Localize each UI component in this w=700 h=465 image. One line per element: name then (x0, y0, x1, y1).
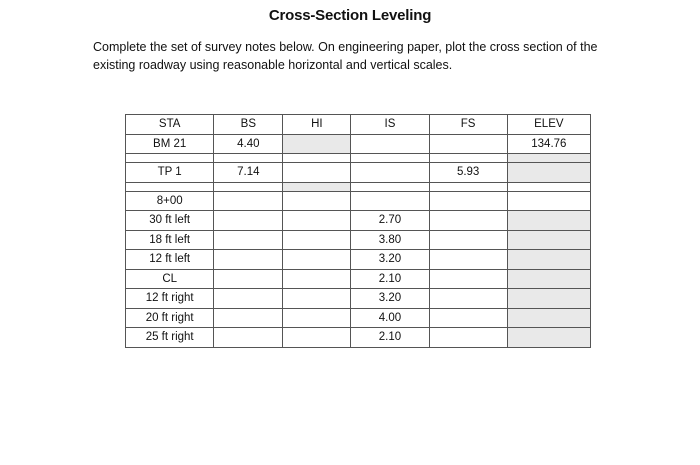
table-spacer-row (126, 154, 591, 163)
cell-fs (429, 134, 507, 154)
cell-sta: 25 ft right (126, 328, 214, 348)
column-header-hi: HI (283, 115, 351, 135)
cell-elev (507, 289, 590, 309)
cell-is (351, 182, 429, 191)
cell-is (351, 191, 429, 211)
cell-hi (283, 308, 351, 328)
cell-is: 2.10 (351, 328, 429, 348)
cell-hi (283, 289, 351, 309)
cell-fs (429, 182, 507, 191)
cell-is: 3.20 (351, 250, 429, 270)
cell-is: 3.80 (351, 230, 429, 250)
table-row (126, 269, 591, 289)
cell-fs (429, 191, 507, 211)
cell-is (351, 163, 429, 183)
cell-elev (507, 269, 590, 289)
instructions-text: Complete the set of survey notes below. On engineering paper, plot the cross section of the existing roadway using reasonable horizontal and vertical scales. (93, 40, 598, 72)
cell-hi (283, 211, 351, 231)
cell-bs (214, 154, 283, 163)
cell-bs (214, 191, 283, 211)
cell-is: 2.10 (351, 269, 429, 289)
column-header-is: IS (351, 115, 429, 135)
cell-sta: TP 1 (126, 163, 214, 183)
cell-bs (214, 289, 283, 309)
table-row (126, 163, 591, 183)
cell-elev (507, 191, 590, 211)
cell-sta: 12 ft right (126, 289, 214, 309)
cell-hi (283, 250, 351, 270)
cell-bs: 4.40 (214, 134, 283, 154)
cell-fs (429, 250, 507, 270)
column-header-fs: FS (429, 115, 507, 135)
survey-notes-table (125, 114, 591, 348)
cell-sta: 8+00 (126, 191, 214, 211)
table-header-row (126, 115, 591, 135)
cell-sta: 18 ft left (126, 230, 214, 250)
cell-elev: 134.76 (507, 134, 590, 154)
cell-hi (283, 134, 351, 154)
table-row (126, 134, 591, 154)
cell-bs (214, 250, 283, 270)
table-row (126, 289, 591, 309)
column-header-sta: STA (126, 115, 214, 135)
cell-sta (126, 154, 214, 163)
cell-hi (283, 230, 351, 250)
cell-hi (283, 328, 351, 348)
cell-fs (429, 308, 507, 328)
cell-elev (507, 182, 590, 191)
cell-hi (283, 163, 351, 183)
table-row (126, 230, 591, 250)
cell-fs (429, 328, 507, 348)
cell-bs: 7.14 (214, 163, 283, 183)
cell-is (351, 134, 429, 154)
cell-elev (507, 230, 590, 250)
cell-hi (283, 191, 351, 211)
table-row (126, 191, 591, 211)
cell-sta (126, 182, 214, 191)
table-row (126, 328, 591, 348)
cell-is: 3.20 (351, 289, 429, 309)
cell-sta: CL (126, 269, 214, 289)
column-header-bs: BS (214, 115, 283, 135)
cell-bs (214, 211, 283, 231)
cell-bs (214, 328, 283, 348)
table-row (126, 308, 591, 328)
cell-fs (429, 289, 507, 309)
cell-is (351, 154, 429, 163)
cell-elev (507, 211, 590, 231)
cell-is: 2.70 (351, 211, 429, 231)
cell-bs (214, 308, 283, 328)
table-spacer-row (126, 182, 591, 191)
cell-bs (214, 269, 283, 289)
cell-fs (429, 154, 507, 163)
cell-bs (214, 182, 283, 191)
cell-fs (429, 211, 507, 231)
cell-hi (283, 182, 351, 191)
cell-sta: 12 ft left (126, 250, 214, 270)
cell-sta: BM 21 (126, 134, 214, 154)
table-row (126, 211, 591, 231)
cell-fs: 5.93 (429, 163, 507, 183)
cell-is: 4.00 (351, 308, 429, 328)
cell-elev (507, 154, 590, 163)
cell-elev (507, 308, 590, 328)
cell-elev (507, 250, 590, 270)
cell-hi (283, 269, 351, 289)
page-title: Cross-Section Leveling (268, 7, 432, 24)
cell-hi (283, 154, 351, 163)
cell-elev (507, 328, 590, 348)
cell-sta: 30 ft left (126, 211, 214, 231)
table-row (126, 250, 591, 270)
cell-sta: 20 ft right (126, 308, 214, 328)
cell-fs (429, 230, 507, 250)
column-header-elev: ELEV (507, 115, 590, 135)
cell-bs (214, 230, 283, 250)
cell-elev (507, 163, 590, 183)
cell-fs (429, 269, 507, 289)
